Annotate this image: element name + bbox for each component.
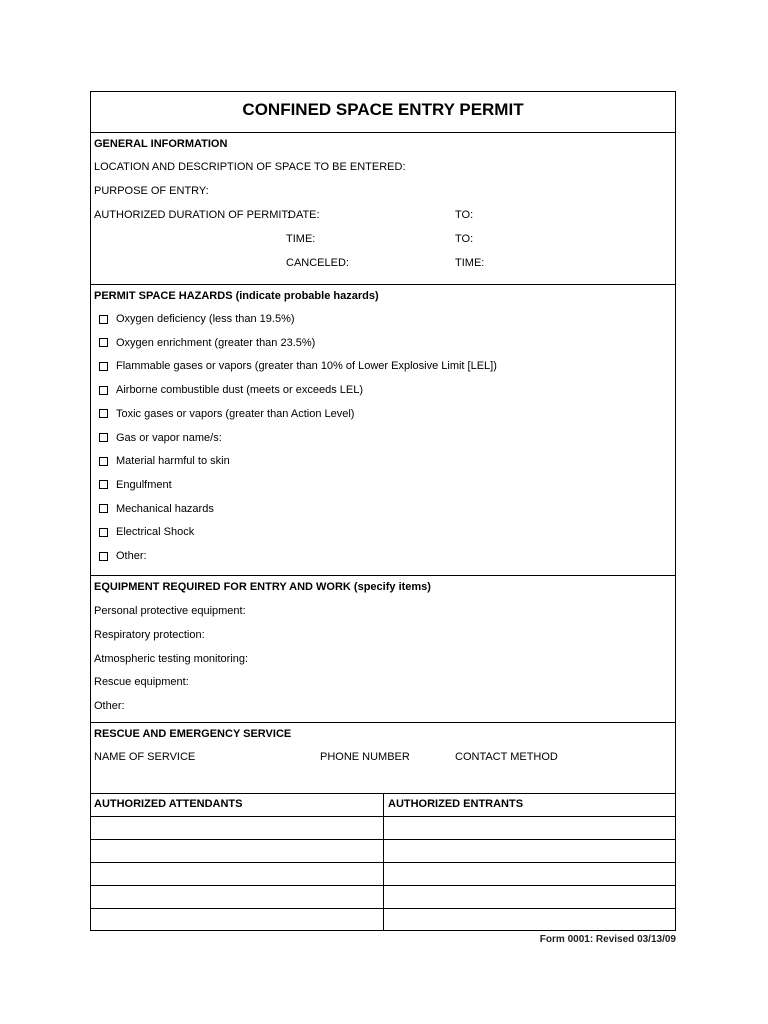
hazard-checkbox[interactable] — [99, 362, 108, 371]
rescue-equipment-label: Rescue equipment: — [94, 676, 189, 688]
hazard-label: Engulfment — [116, 478, 172, 491]
section-divider — [91, 722, 675, 723]
equipment-heading: EQUIPMENT REQUIRED FOR ENTRY AND WORK (specify items) — [94, 581, 431, 593]
hazard-item — [99, 311, 295, 327]
table-row-line — [91, 839, 675, 840]
section-divider — [91, 284, 675, 285]
time-label: TIME: — [286, 233, 316, 245]
general-information-heading: GENERAL INFORMATION — [94, 138, 228, 150]
hazard-checkbox[interactable] — [99, 504, 108, 513]
phone-number-label: PHONE NUMBER — [320, 751, 410, 763]
hazard-item — [99, 430, 222, 446]
permit-form — [90, 91, 676, 931]
service-name-label: NAME OF SERVICE — [94, 751, 196, 763]
hazard-item — [99, 358, 497, 374]
hazards-heading: PERMIT SPACE HAZARDS (indicate probable hazards) — [94, 290, 379, 302]
table-row-line — [91, 816, 675, 817]
hazard-checkbox[interactable] — [99, 338, 108, 347]
hazard-checkbox[interactable] — [99, 480, 108, 489]
hazard-checkbox[interactable] — [99, 386, 108, 395]
equipment-other-label: Other: — [94, 700, 125, 712]
hazard-checkbox[interactable] — [99, 433, 108, 442]
date-label: DATE: — [288, 209, 320, 221]
ppe-label: Personal protective equipment: — [94, 605, 246, 617]
hazard-checkbox[interactable] — [99, 552, 108, 561]
duration-label: AUTHORIZED DURATION OF PERMIT: — [94, 209, 290, 221]
hazard-label: Material harmful to skin — [116, 455, 230, 468]
form-title: CONFINED SPACE ENTRY PERMIT — [91, 92, 675, 133]
hazard-item — [99, 524, 194, 540]
form-revision-note: Form 0001: Revised 03/13/09 — [539, 934, 676, 945]
atmospheric-label: Atmospheric testing monitoring: — [94, 653, 249, 665]
hazard-label: Toxic gases or vapors (greater than Action Level) — [116, 407, 355, 420]
hazard-checkbox[interactable] — [99, 528, 108, 537]
hazard-item — [99, 406, 354, 422]
table-row-line — [91, 862, 675, 863]
section-divider — [91, 575, 675, 576]
hazard-item — [99, 477, 172, 493]
hazard-item — [99, 548, 147, 564]
hazard-label: Gas or vapor name/s: — [116, 431, 222, 444]
hazard-label: Airborne combustible dust (meets or exceeds LEL) — [116, 384, 364, 397]
purpose-label: PURPOSE OF ENTRY: — [94, 185, 209, 197]
hazard-label: Electrical Shock — [116, 526, 195, 539]
hazard-item — [99, 501, 214, 517]
location-label: LOCATION AND DESCRIPTION OF SPACE TO BE ENTERED: — [94, 161, 406, 173]
hazard-checkbox[interactable] — [99, 315, 108, 324]
canceled-label: CANCELED: — [286, 257, 349, 269]
canceled-time-label: TIME: — [455, 257, 485, 269]
hazard-label: Oxygen deficiency (less than 19.5%) — [116, 313, 295, 325]
attendants-heading: AUTHORIZED ATTENDANTS — [94, 798, 243, 810]
date-to-label: TO: — [455, 209, 474, 221]
table-row-line — [91, 908, 675, 909]
entrants-heading: AUTHORIZED ENTRANTS — [388, 798, 524, 810]
rescue-heading: RESCUE AND EMERGENCY SERVICE — [94, 728, 292, 740]
contact-method-label: CONTACT METHOD — [455, 751, 558, 763]
table-row-line — [91, 885, 675, 886]
hazard-label: Mechanical hazards — [116, 502, 214, 515]
time-to-label: TO: — [455, 233, 474, 245]
hazard-label: Oxygen enrichment (greater than 23.5%) — [116, 336, 316, 349]
hazard-item — [99, 453, 230, 469]
hazard-item — [99, 335, 315, 351]
hazard-label: Flammable gases or vapors (greater than 10% of Lower Explosive Limit [LEL]) — [116, 360, 497, 373]
hazard-checkbox[interactable] — [99, 409, 108, 418]
hazard-label: Other: — [116, 550, 147, 562]
hazard-checkbox[interactable] — [99, 457, 108, 466]
respiratory-label: Respiratory protection: — [94, 629, 205, 641]
hazard-item — [99, 382, 363, 398]
